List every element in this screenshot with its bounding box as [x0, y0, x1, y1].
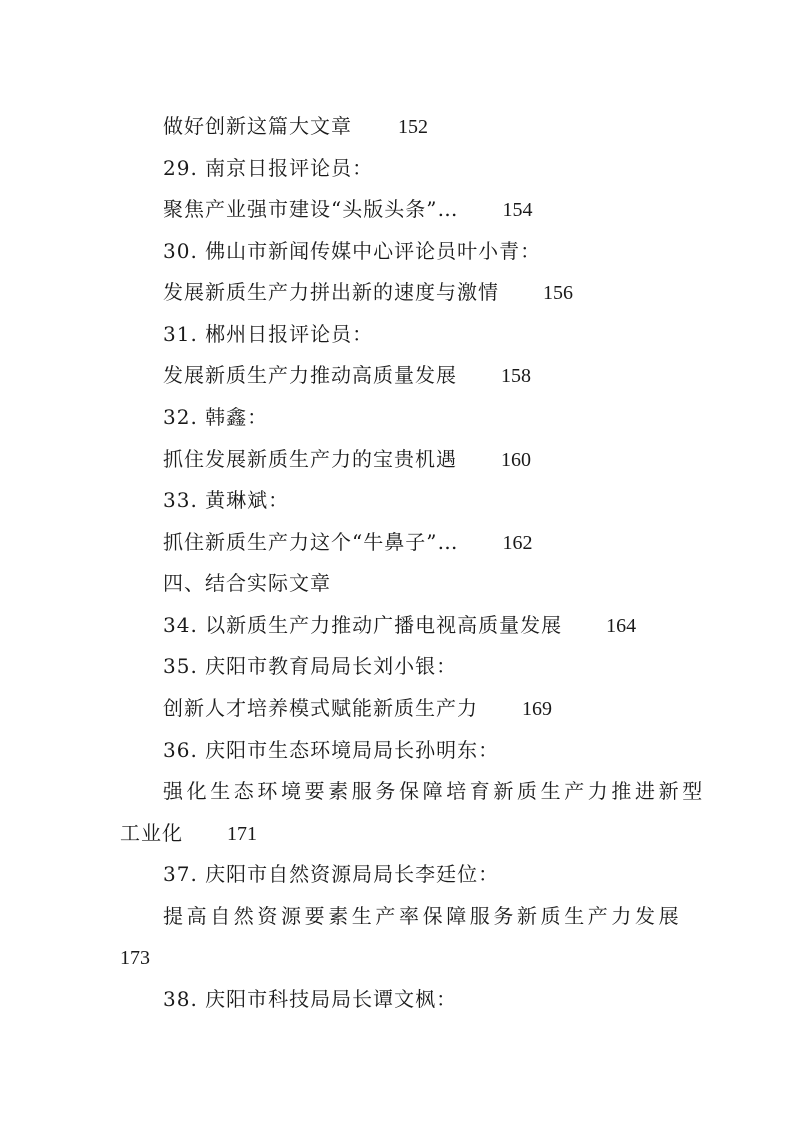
toc-entry-title: 创新人才培养模式赋能新质生产力	[163, 696, 478, 720]
toc-entry[interactable]	[120, 611, 680, 640]
toc-page-number: 152	[398, 116, 428, 138]
toc-entry-heading-text: 36. 庆阳市生态环境局局长孙明东：	[163, 738, 500, 762]
toc-page-number: 156	[543, 282, 573, 304]
toc-page-number: 160	[501, 449, 531, 471]
toc-entry-title: 抓住新质生产力这个“牛鼻子”…	[163, 530, 459, 554]
toc-entry[interactable]	[120, 528, 680, 557]
toc-entry-title: 强化生态环境要素服务保障培育新质生产力推进新型	[163, 779, 706, 803]
toc-entry-heading-text: 38. 庆阳市科技局局长谭文枫：	[163, 987, 458, 1011]
toc-entry[interactable]	[120, 694, 680, 723]
toc-entry-title-line[interactable]	[120, 777, 706, 805]
toc-entry-title-line[interactable]	[120, 902, 683, 930]
toc-entry-title: 发展新质生产力拼出新的速度与激情	[163, 280, 499, 304]
toc-page-number: 173	[120, 947, 150, 969]
toc-entry-heading	[120, 154, 680, 182]
toc-page-number: 171	[227, 823, 257, 845]
toc-entry-title: 聚焦产业强市建设“头版头条”…	[163, 197, 459, 221]
toc-page-number: 162	[502, 532, 533, 554]
toc-entry-heading	[120, 403, 680, 431]
toc-entry-heading-text: 32. 韩鑫：	[163, 405, 269, 429]
toc-entry-title: 工业化	[120, 821, 183, 845]
toc-page-number: 164	[606, 615, 637, 637]
toc-entry[interactable]	[120, 195, 680, 224]
toc-entry-heading-text: 33. 黄琳斌：	[163, 488, 290, 512]
toc-entry-title: 做好创新这篇大文章	[163, 114, 352, 138]
toc-entry-heading	[120, 320, 680, 348]
toc-entry[interactable]	[120, 361, 680, 390]
section-heading-text: 四、结合实际文章	[163, 571, 331, 595]
toc-entry-heading	[120, 985, 680, 1013]
toc-entry[interactable]	[120, 278, 680, 307]
toc-entry-heading	[120, 736, 680, 764]
toc-entry-heading-text: 30. 佛山市新闻传媒中心评论员叶小青：	[163, 239, 542, 263]
toc-entry-heading	[120, 237, 680, 265]
toc-page-number: 158	[501, 365, 531, 387]
toc-entry-heading-text: 31. 郴州日报评论员：	[163, 322, 374, 346]
toc-entry-heading-text: 35. 庆阳市教育局局长刘小银：	[163, 654, 458, 678]
toc-entry-heading-text: 37. 庆阳市自然资源局局长李廷位：	[163, 862, 500, 886]
toc-page-number: 169	[522, 698, 552, 720]
toc-entry-continuation[interactable]	[120, 943, 680, 972]
toc-entry-heading	[120, 486, 680, 514]
toc-entry-heading	[120, 652, 680, 680]
toc-entry-continuation[interactable]	[120, 819, 680, 848]
toc-entry-title: 发展新质生产力推动高质量发展	[163, 363, 457, 387]
toc-entry[interactable]	[120, 445, 680, 474]
toc-entry-title: 抓住发展新质生产力的宝贵机遇	[163, 447, 457, 471]
toc-page-number: 154	[502, 199, 533, 221]
section-heading	[120, 569, 680, 597]
toc-entry-title: 34. 以新质生产力推动广播电视高质量发展	[163, 613, 563, 637]
toc-entry-heading-text: 29. 南京日报评论员：	[163, 156, 374, 180]
toc-entry-heading	[120, 860, 680, 888]
toc-entry[interactable]	[120, 112, 680, 141]
toc-entry-title: 提高自然资源要素生产率保障服务新质生产力发展	[163, 904, 683, 928]
